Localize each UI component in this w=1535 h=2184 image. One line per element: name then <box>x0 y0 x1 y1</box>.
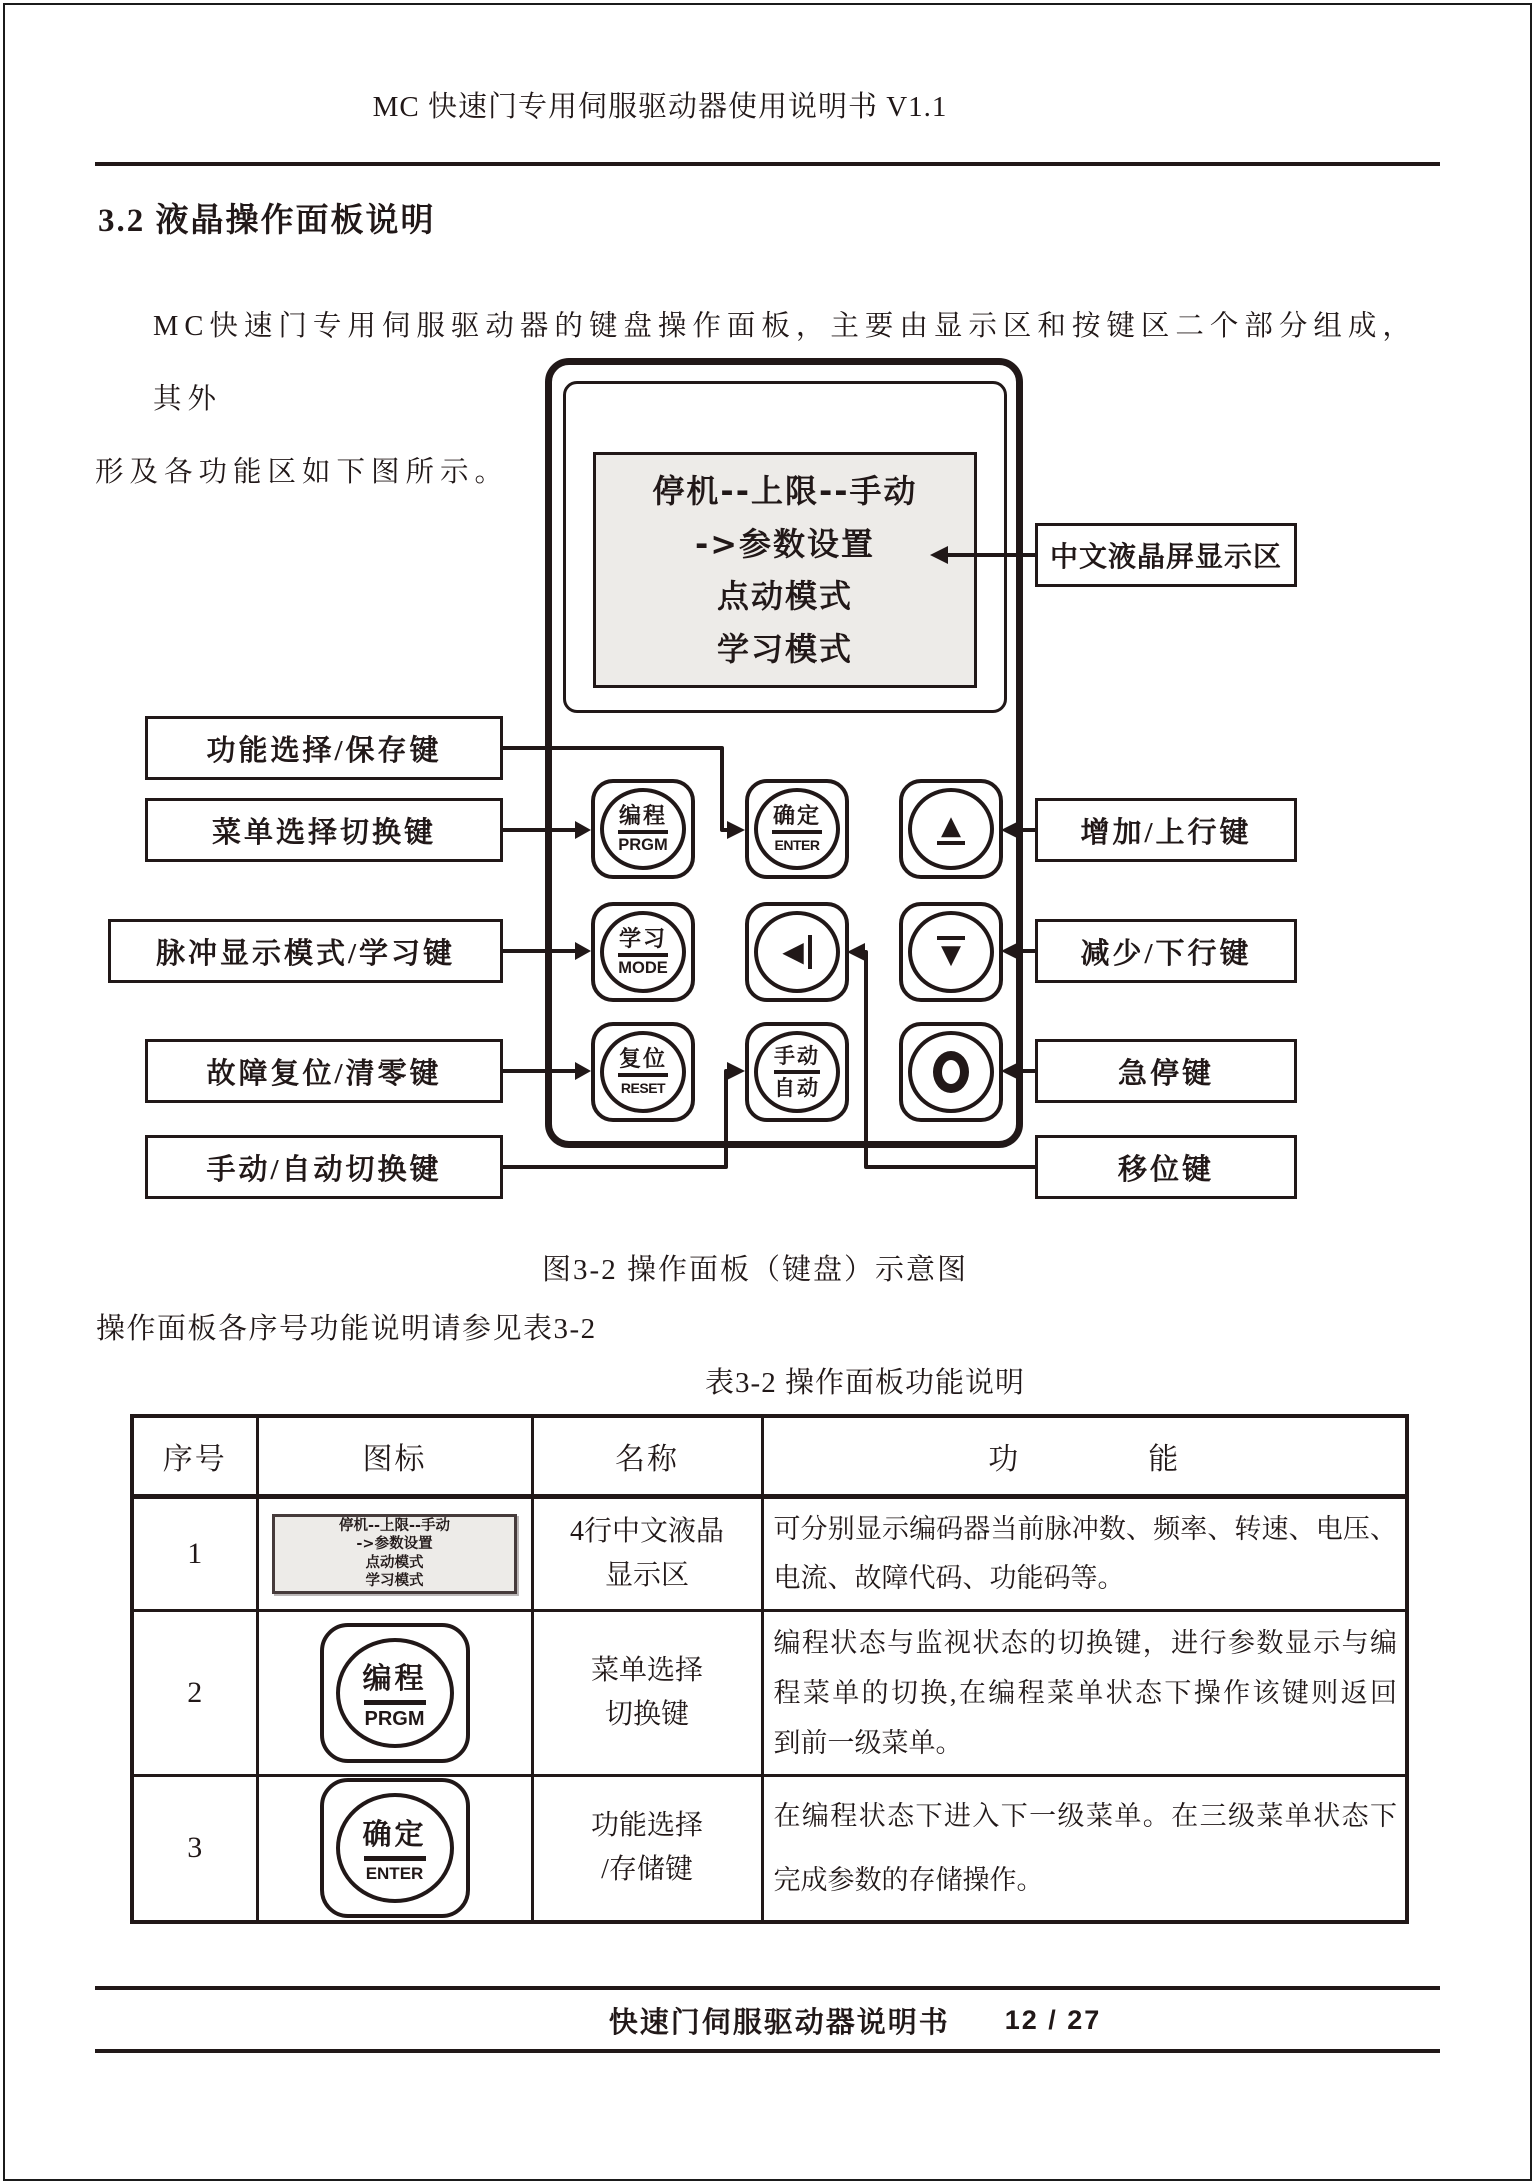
manual-auto-divider <box>774 1070 820 1074</box>
reset-key <box>591 1022 695 1122</box>
enter-key-icon <box>320 1778 470 1918</box>
row1-name-line2: 显示区 <box>604 1560 689 1591</box>
row3-fn-line1: 在编程状态下进入下一级菜单。在三级菜单状态下 <box>773 1801 1397 1832</box>
reset-key-face <box>600 1031 686 1113</box>
reset-key-en-label: RESET <box>620 1080 666 1096</box>
intro-line-2: 形及各功能区如下图所示。 <box>95 457 510 488</box>
row1-icon <box>257 1497 532 1611</box>
row1-fn-line2: 电流、故障代码、功能码等。 <box>773 1563 1125 1593</box>
prgm-key-face <box>600 788 686 870</box>
prgm-key-en-label: PRGM <box>618 836 668 854</box>
lcd-line-1: 停机--上限--手动 <box>652 471 918 510</box>
callout-shift-key: 移位键 <box>1035 1135 1297 1199</box>
emergency-stop-key-face <box>908 1031 994 1113</box>
mini-lcd-line-4: 学习模式 <box>365 1572 424 1589</box>
callout-pulse-mode-learn-key: 脉冲显示模式/学习键 <box>108 919 503 983</box>
footer-doc-title: 快速门伺服驱动器说明书 <box>608 2007 950 2039</box>
mode-key-cn-label: 学习 <box>618 926 667 951</box>
reset-key-divider <box>618 1073 668 1077</box>
enter-icon-divider <box>364 1856 426 1861</box>
enter-icon-en: ENTER <box>365 1864 424 1884</box>
down-key <box>899 902 1003 1002</box>
manual-auto-key <box>745 1022 849 1122</box>
callout-decrease-down-key: 减少/下行键 <box>1035 919 1297 983</box>
callout-function-save-key: 功能选择/保存键 <box>145 716 503 780</box>
row1-name-line1: 4行中文液晶 <box>569 1516 724 1547</box>
table-header-row <box>132 1416 1407 1497</box>
table-intro-text: 操作面板各序号功能说明请参见表3-2 <box>96 1313 597 1345</box>
prgm-icon-en: PRGM <box>364 1707 425 1730</box>
prgm-icon-divider <box>364 1700 426 1705</box>
row3-no: 3 <box>132 1776 257 1922</box>
prgm-key-cn-label: 编程 <box>618 803 667 828</box>
row2-icon <box>257 1611 532 1776</box>
down-arrow-icon: ▼ <box>941 940 961 970</box>
row3-name-line1: 功能选择 <box>590 1810 703 1842</box>
header-rule <box>95 162 1440 166</box>
row3-name-line2: /存储键 <box>601 1854 693 1886</box>
left-arrow-bar-icon <box>782 935 812 969</box>
mini-lcd-icon <box>272 1514 517 1594</box>
function-table <box>130 1414 1409 1924</box>
row3-fn-line2: 完成参数的存储操作。 <box>773 1865 1044 1896</box>
lcd-line-3: 点动模式 <box>716 577 853 616</box>
row1-function <box>762 1497 1407 1611</box>
footer-rule-top <box>95 1986 1440 1990</box>
row2-fn-line3: 到前一级菜单。 <box>773 1728 963 1758</box>
prgm-key-icon <box>320 1623 470 1763</box>
row3-function <box>762 1776 1407 1922</box>
enter-key-cn-label: 确定 <box>772 803 821 828</box>
prgm-key <box>591 779 695 879</box>
prgm-icon-cn: 编程 <box>362 1662 427 1695</box>
row1-name <box>532 1497 762 1611</box>
callout-lcd-display-area: 中文液晶屏显示区 <box>1035 523 1297 587</box>
enter-key-divider <box>772 830 822 834</box>
section-heading: 3.2 液晶操作面板说明 <box>98 203 436 239</box>
row2-fn-line2: 程菜单的切换,在编程菜单状态下操作该键则返回 <box>773 1678 1397 1708</box>
row3-icon <box>257 1776 532 1922</box>
up-key <box>899 779 1003 879</box>
enter-key-face <box>754 788 840 870</box>
table-row <box>132 1776 1407 1922</box>
intro-line-1: MC快速门专用伺服驱动器的键盘操作面板，主要由显示区和按键区二个部分组成，其外 <box>153 311 1417 415</box>
col-header-function: 功 能 <box>762 1416 1407 1497</box>
callout-menu-switch-key: 菜单选择切换键 <box>145 798 503 862</box>
row1-no: 1 <box>132 1497 257 1611</box>
stop-ring-icon <box>933 1051 969 1093</box>
shift-key-face <box>754 911 840 993</box>
up-arrow-baseline <box>937 841 965 845</box>
enter-key-en-label: ENTER <box>774 837 820 853</box>
mini-lcd-line-1: 停机--上限--手动 <box>338 1518 451 1535</box>
eject-up-icon <box>937 813 965 845</box>
down-key-face <box>908 911 994 993</box>
mini-lcd-line-3: 点动模式 <box>365 1554 424 1571</box>
lcd-line-2: ->参数设置 <box>694 524 876 563</box>
callout-manual-auto-key: 手动/自动切换键 <box>145 1135 503 1199</box>
left-arrow-stop-bar <box>808 935 812 969</box>
mode-key <box>591 902 695 1002</box>
table-row <box>132 1611 1407 1776</box>
emergency-stop-key <box>899 1022 1003 1122</box>
row2-name-line2: 切换键 <box>604 1699 689 1730</box>
table-row <box>132 1497 1407 1611</box>
auto-label: 自动 <box>774 1076 820 1100</box>
figure-caption: 图3-2 操作面板（键盘）示意图 <box>542 1254 968 1286</box>
mode-key-face <box>600 911 686 993</box>
col-header-icon: 图标 <box>257 1416 532 1497</box>
footer-page-number: 12 / 27 <box>1004 2005 1102 2035</box>
eject-down-icon <box>937 936 965 968</box>
up-arrow-icon: ▲ <box>941 811 961 841</box>
row2-no: 2 <box>132 1611 257 1776</box>
row2-name <box>532 1611 762 1776</box>
prgm-key-divider <box>618 830 668 834</box>
enter-icon-cn: 确定 <box>362 1819 427 1852</box>
shift-key <box>745 902 849 1002</box>
up-key-face <box>908 788 994 870</box>
reset-key-cn-label: 复位 <box>618 1046 667 1071</box>
callout-emergency-stop-key: 急停键 <box>1035 1039 1297 1103</box>
document-header-title: MC 快速门专用伺服驱动器使用说明书 V1.1 <box>372 91 948 123</box>
manual-auto-key-face <box>754 1031 840 1113</box>
enter-key <box>745 779 849 879</box>
row1-fn-line1: 可分别显示编码器当前脉冲数、频率、转速、电压、 <box>773 1514 1397 1544</box>
footer <box>95 2000 1440 2041</box>
row3-name <box>532 1776 762 1922</box>
row2-function <box>762 1611 1407 1776</box>
lcd-screen <box>593 452 977 688</box>
table-caption: 表3-2 操作面板功能说明 <box>705 1367 1025 1399</box>
callout-increase-up-key: 增加/上行键 <box>1035 798 1297 862</box>
left-arrow-icon: ◀ <box>782 935 804 968</box>
footer-rule-bottom <box>95 2049 1440 2053</box>
row2-fn-line1: 编程状态与监视状态的切换键，进行参数显示与编 <box>773 1628 1397 1658</box>
lcd-line-4: 学习模式 <box>716 630 853 669</box>
mode-key-en-label: MODE <box>618 959 668 977</box>
mini-lcd-line-2: ->参数设置 <box>356 1536 433 1553</box>
col-header-no: 序号 <box>132 1416 257 1497</box>
col-header-name: 名称 <box>532 1416 762 1497</box>
row2-name-line1: 菜单选择 <box>590 1655 703 1686</box>
callout-fault-reset-key: 故障复位/清零键 <box>145 1039 503 1103</box>
manual-label: 手动 <box>774 1044 820 1068</box>
mode-key-divider <box>618 953 668 957</box>
